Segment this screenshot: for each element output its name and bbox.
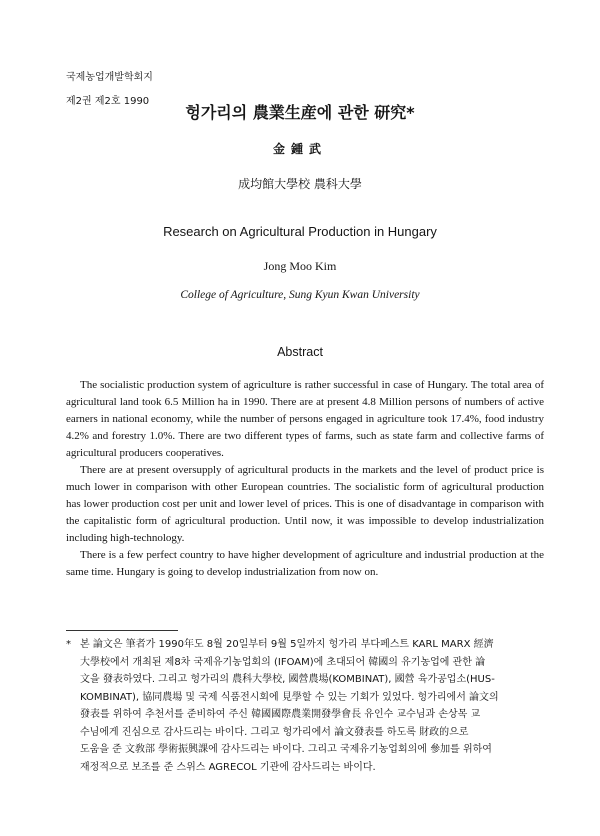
footnote-line: 도움을 준 文敎部 學術振興課에 감사드리는 바이다. 그리고 국제유기농업회의에 參加를 위하여 bbox=[80, 744, 492, 755]
abstract-paragraph: The socialistic production system of agriculture is rather successful in case of Hungary. The total area of agricultural land took 6.5 Million ha in 1990. There are at present 4.8 Million persons of numbers of active earners in national economy, while the number of persons engaged in agriculture took 17.4%, food industry 4.2% and forestry 1.0%. There are two different types of farms, such as state farm and collective farms of agricultural producers cooperatives. bbox=[66, 379, 544, 459]
affiliation-english: College of Agriculture, Sung Kyun Kwan University bbox=[180, 289, 420, 301]
footnote-line: 發表를 위하여 추천서를 준비하여 주신 韓國國際農業開發學會長 유인수 교수님과 손상목 교 bbox=[80, 709, 481, 720]
journal-name: 국제농업개발학회지 bbox=[66, 72, 153, 83]
abstract-body bbox=[66, 377, 544, 581]
footnote-line: KOMBINAT), 協同農場 및 국제 식품전시회에 見學할 수 있는 기회가 있었다. 헝가리에서 論文의 bbox=[80, 691, 499, 703]
footnote-divider bbox=[66, 630, 178, 631]
affiliation-korean: 成均館大學校 農科大學 bbox=[238, 177, 362, 191]
footnote-line: 文을 發表하였다. 그리고 헝가리의 農科大學校, 國營農場(KOMBINAT), 國營 육가공업소(HUS- bbox=[80, 674, 495, 685]
footnote-line: 大學校에서 개최된 제8차 국제유기농업회의 (IFOAM)에 초대되어 韓國의 유기농업에 관한 論 bbox=[80, 656, 486, 668]
abstract-paragraph: There are at present oversupply of agricultural products in the markets and the level of product price is much lower in comparison with other European countries. The socialistic form of agricultural production has lower production cost per unit and lower level of prices. This is one of disadvantage in comparison with the capitalistic form of agricultural production. Until now, it was impossible to develop industrialization including high-technology. bbox=[66, 464, 544, 544]
author-korean: 金鍾武 bbox=[272, 142, 327, 156]
article-title-english: Research on Agricultural Production in Hungary bbox=[163, 224, 437, 239]
footnote-line: 재정적으로 보조를 준 스위스 AGRECOL 기관에 감사드리는 바이다. bbox=[80, 761, 376, 773]
footnote-mark: * bbox=[66, 639, 71, 650]
author-english: Jong Moo Kim bbox=[263, 259, 337, 273]
footnote-line: 수님에게 진심으로 감사드리는 바이다. 그리고 헝가리에서 論文發表를 하도록 財政的으로 bbox=[80, 726, 469, 738]
footnote-line: 본 論文은 筆者가 1990年도 8월 20일부터 9월 5일까지 헝가리 부다페스트 KARL MARX 經濟 bbox=[80, 639, 494, 650]
footnote bbox=[66, 636, 546, 776]
article-title-korean: 헝가리의 農業生産에 관한 研究* bbox=[185, 103, 415, 122]
journal-issue: 제2권 제2호 1990 bbox=[66, 96, 150, 107]
abstract-paragraph: There is a few perfect country to have higher development of agriculture and industrial production at the same time. Hungary is going to develop industrialization from now on. bbox=[66, 549, 544, 578]
abstract-heading: Abstract bbox=[277, 345, 323, 359]
